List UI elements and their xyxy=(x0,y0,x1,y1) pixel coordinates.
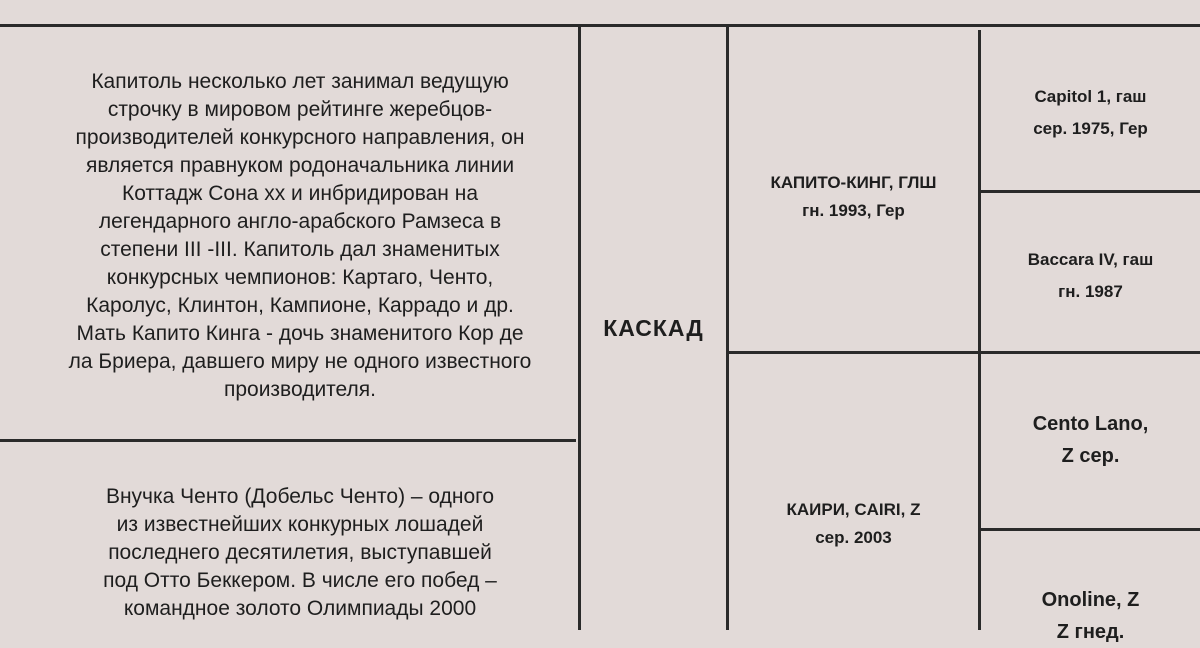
description-line: Мать Капито Кинга - дочь знаменитого Кор де xyxy=(76,322,524,345)
divider-description-split xyxy=(0,439,576,442)
divider-grandparents-bottom xyxy=(981,528,1200,531)
sire-sire-name: Capitol 1, гаш xyxy=(1034,86,1147,106)
dam-name: КАИРИ, CAIRI, Z xyxy=(786,500,921,519)
description-line: под Отто Беккером. В числе его побед – xyxy=(103,569,497,592)
description-line: производителей конкурсного направления, он xyxy=(75,126,525,149)
sire-dam-name: Baccara IV, гаш xyxy=(1027,250,1154,269)
dam-sire-info: Z сер. xyxy=(1061,444,1120,467)
dam-dam-info: Z гнед. xyxy=(1056,621,1125,643)
description-line: конкурсных чемпионов: Картаго, Ченто, xyxy=(106,266,494,289)
sire-dam-info: гн. 1987 xyxy=(1058,282,1123,301)
dam-sire-name: Cento Lano, xyxy=(1032,412,1149,435)
horse-name-cell xyxy=(581,27,726,630)
dam-dam-name: Onoline, Z xyxy=(1041,589,1140,611)
description-line: является правнуком родоначальника линии xyxy=(85,154,515,177)
description-bottom xyxy=(20,483,580,623)
description-top xyxy=(20,68,580,404)
sire-name: КАПИТО-КИНГ, ГЛШ xyxy=(770,173,937,192)
dam-sire-cell xyxy=(981,354,1200,528)
description-line: Капитоль несколько лет занимал ведущую xyxy=(91,70,509,93)
sire-info: гн. 1993, Гер xyxy=(802,201,905,220)
description-line: командное золото Олимпиады 2000 xyxy=(123,597,477,620)
dam-cell xyxy=(729,354,978,630)
dam-info: сер. 2003 xyxy=(815,528,892,547)
dam-dam-cell xyxy=(981,584,1200,648)
description-line: Коттадж Сона хх и инбридирован на xyxy=(121,182,479,205)
description-line: Каролус, Клинтон, Кампионе, Каррадо и др. xyxy=(86,294,514,317)
horse-name: КАСКАД xyxy=(603,315,704,341)
description-line: ла Бриера, давшего миру не одного известного xyxy=(68,350,532,373)
description-line: из известнейших конкурных лошадей xyxy=(116,513,484,536)
description-line: последнего десятилетия, выступавшей xyxy=(108,541,492,564)
sire-sire-info: сер. 1975, Гер xyxy=(1033,118,1148,138)
description-line: строчку в мировом рейтинге жеребцов- xyxy=(107,98,493,121)
sire-dam-cell xyxy=(981,193,1200,351)
description-line: производителя. xyxy=(223,378,377,401)
sire-sire-cell xyxy=(981,27,1200,190)
description-line: степени III -III. Капитоль дал знаменитых xyxy=(100,238,500,261)
description-line: Внучка Ченто (Добельс Ченто) – одного xyxy=(105,485,495,508)
description-line: легендарного англо-арабского Рамзеса в xyxy=(98,210,502,233)
sire-cell xyxy=(729,27,978,351)
